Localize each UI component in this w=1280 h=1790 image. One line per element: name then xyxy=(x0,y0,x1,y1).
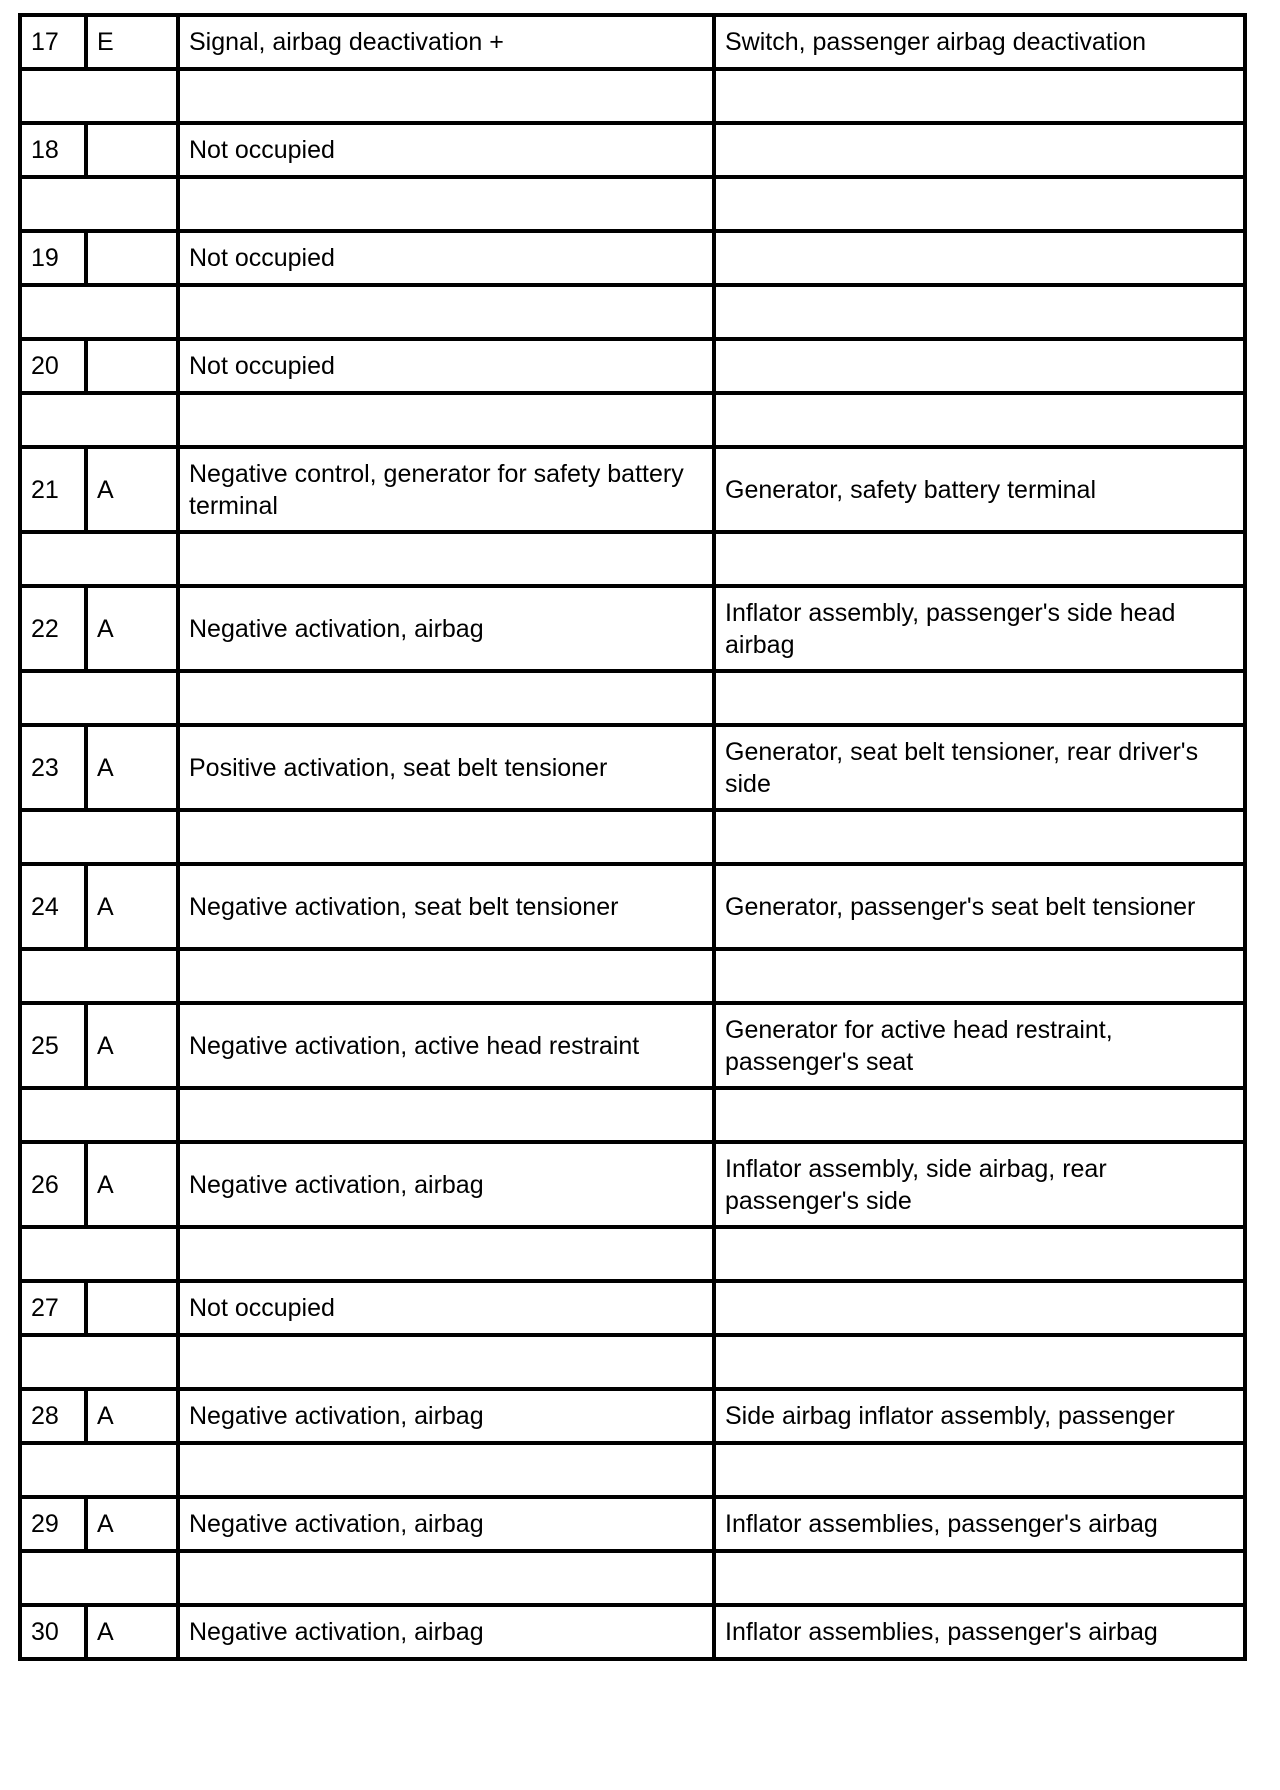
spacer-cell xyxy=(714,177,1245,231)
spacer-cell xyxy=(714,69,1245,123)
pin-number: 20 xyxy=(20,339,86,393)
spacer-cell xyxy=(20,810,178,864)
spacer-row xyxy=(20,1551,1245,1605)
spacer-cell xyxy=(178,949,714,1003)
spacer-row xyxy=(20,1443,1245,1497)
spacer-cell xyxy=(20,1227,178,1281)
spacer-row xyxy=(20,1227,1245,1281)
component-description: Inflator assembly, passenger's side head airbag xyxy=(714,586,1245,671)
signal-description: Not occupied xyxy=(178,339,714,393)
signal-type: A xyxy=(86,1003,178,1088)
spacer-cell xyxy=(178,285,714,339)
component-description xyxy=(714,123,1245,177)
spacer-cell xyxy=(20,532,178,586)
pin-number: 26 xyxy=(20,1142,86,1227)
signal-description: Not occupied xyxy=(178,231,714,285)
spacer-cell xyxy=(178,532,714,586)
table-row xyxy=(20,586,1245,671)
signal-description: Negative activation, airbag xyxy=(178,1497,714,1551)
component-description: Generator, passenger's seat belt tensioner xyxy=(714,864,1245,949)
signal-description: Negative activation, airbag xyxy=(178,1389,714,1443)
table-row xyxy=(20,339,1245,393)
spacer-row xyxy=(20,1088,1245,1142)
signal-description: Not occupied xyxy=(178,1281,714,1335)
spacer-cell xyxy=(178,393,714,447)
signal-type xyxy=(86,339,178,393)
spacer-cell xyxy=(178,671,714,725)
spacer-row xyxy=(20,949,1245,1003)
signal-type: A xyxy=(86,447,178,532)
spacer-cell xyxy=(714,393,1245,447)
spacer-cell xyxy=(20,1088,178,1142)
component-description: Generator for active head restraint, passenger's seat xyxy=(714,1003,1245,1088)
spacer-row xyxy=(20,810,1245,864)
component-description xyxy=(714,339,1245,393)
pin-number: 21 xyxy=(20,447,86,532)
spacer-cell xyxy=(20,1551,178,1605)
spacer-cell xyxy=(178,1088,714,1142)
signal-description: Not occupied xyxy=(178,123,714,177)
component-description: Generator, seat belt tensioner, rear driver's side xyxy=(714,725,1245,810)
spacer-cell xyxy=(714,532,1245,586)
spacer-cell xyxy=(20,177,178,231)
spacer-row xyxy=(20,285,1245,339)
spacer-cell xyxy=(178,810,714,864)
pin-number: 19 xyxy=(20,231,86,285)
pin-number: 25 xyxy=(20,1003,86,1088)
spacer-cell xyxy=(714,949,1245,1003)
signal-description: Negative activation, active head restraint xyxy=(178,1003,714,1088)
signal-description: Negative activation, airbag xyxy=(178,1605,714,1659)
table-row xyxy=(20,15,1245,69)
signal-description: Negative activation, airbag xyxy=(178,586,714,671)
component-description: Switch, passenger airbag deactivation xyxy=(714,15,1245,69)
signal-type: A xyxy=(86,864,178,949)
component-description: Inflator assemblies, passenger's airbag xyxy=(714,1605,1245,1659)
pin-number: 28 xyxy=(20,1389,86,1443)
spacer-cell xyxy=(714,671,1245,725)
table-row xyxy=(20,1281,1245,1335)
signal-type: A xyxy=(86,1142,178,1227)
spacer-cell xyxy=(178,1443,714,1497)
spacer-cell xyxy=(20,949,178,1003)
spacer-cell xyxy=(178,1551,714,1605)
spacer-row xyxy=(20,1335,1245,1389)
pin-number: 23 xyxy=(20,725,86,810)
component-description xyxy=(714,231,1245,285)
signal-type: A xyxy=(86,1605,178,1659)
signal-type xyxy=(86,1281,178,1335)
spacer-cell xyxy=(20,393,178,447)
pin-number: 24 xyxy=(20,864,86,949)
table-row xyxy=(20,1003,1245,1088)
spacer-cell xyxy=(20,285,178,339)
signal-type xyxy=(86,123,178,177)
table-row xyxy=(20,1605,1245,1659)
table-row xyxy=(20,123,1245,177)
spacer-row xyxy=(20,69,1245,123)
pin-number: 17 xyxy=(20,15,86,69)
pin-assignment-table xyxy=(18,13,1247,1661)
table-row xyxy=(20,447,1245,532)
signal-type: A xyxy=(86,1389,178,1443)
spacer-cell xyxy=(714,810,1245,864)
signal-type: A xyxy=(86,725,178,810)
pin-number: 18 xyxy=(20,123,86,177)
spacer-cell xyxy=(178,69,714,123)
spacer-row xyxy=(20,393,1245,447)
component-description: Generator, safety battery terminal xyxy=(714,447,1245,532)
component-description xyxy=(714,1281,1245,1335)
pin-number: 27 xyxy=(20,1281,86,1335)
spacer-cell xyxy=(714,1551,1245,1605)
spacer-cell xyxy=(178,1335,714,1389)
component-description: Inflator assembly, side airbag, rear passenger's side xyxy=(714,1142,1245,1227)
table-row xyxy=(20,1497,1245,1551)
spacer-row xyxy=(20,532,1245,586)
pin-table-body xyxy=(20,15,1245,1659)
spacer-cell xyxy=(714,1443,1245,1497)
table-row xyxy=(20,231,1245,285)
pin-number: 22 xyxy=(20,586,86,671)
spacer-cell xyxy=(714,1088,1245,1142)
signal-type xyxy=(86,231,178,285)
table-row xyxy=(20,1142,1245,1227)
component-description: Side airbag inflator assembly, passenger xyxy=(714,1389,1245,1443)
pin-number: 30 xyxy=(20,1605,86,1659)
spacer-cell xyxy=(714,285,1245,339)
spacer-cell xyxy=(714,1227,1245,1281)
spacer-cell xyxy=(20,1335,178,1389)
spacer-cell xyxy=(178,1227,714,1281)
component-description: Inflator assemblies, passenger's airbag xyxy=(714,1497,1245,1551)
signal-description: Negative control, generator for safety battery terminal xyxy=(178,447,714,532)
table-row xyxy=(20,864,1245,949)
signal-type: A xyxy=(86,1497,178,1551)
signal-type: E xyxy=(86,15,178,69)
spacer-row xyxy=(20,177,1245,231)
spacer-cell xyxy=(178,177,714,231)
signal-description: Negative activation, seat belt tensioner xyxy=(178,864,714,949)
signal-description: Signal, airbag deactivation + xyxy=(178,15,714,69)
table-row xyxy=(20,725,1245,810)
spacer-cell xyxy=(714,1335,1245,1389)
table-row xyxy=(20,1389,1245,1443)
spacer-cell xyxy=(20,1443,178,1497)
spacer-row xyxy=(20,671,1245,725)
pin-number: 29 xyxy=(20,1497,86,1551)
spacer-cell xyxy=(20,69,178,123)
signal-description: Positive activation, seat belt tensioner xyxy=(178,725,714,810)
signal-description: Negative activation, airbag xyxy=(178,1142,714,1227)
signal-type: A xyxy=(86,586,178,671)
spacer-cell xyxy=(20,671,178,725)
